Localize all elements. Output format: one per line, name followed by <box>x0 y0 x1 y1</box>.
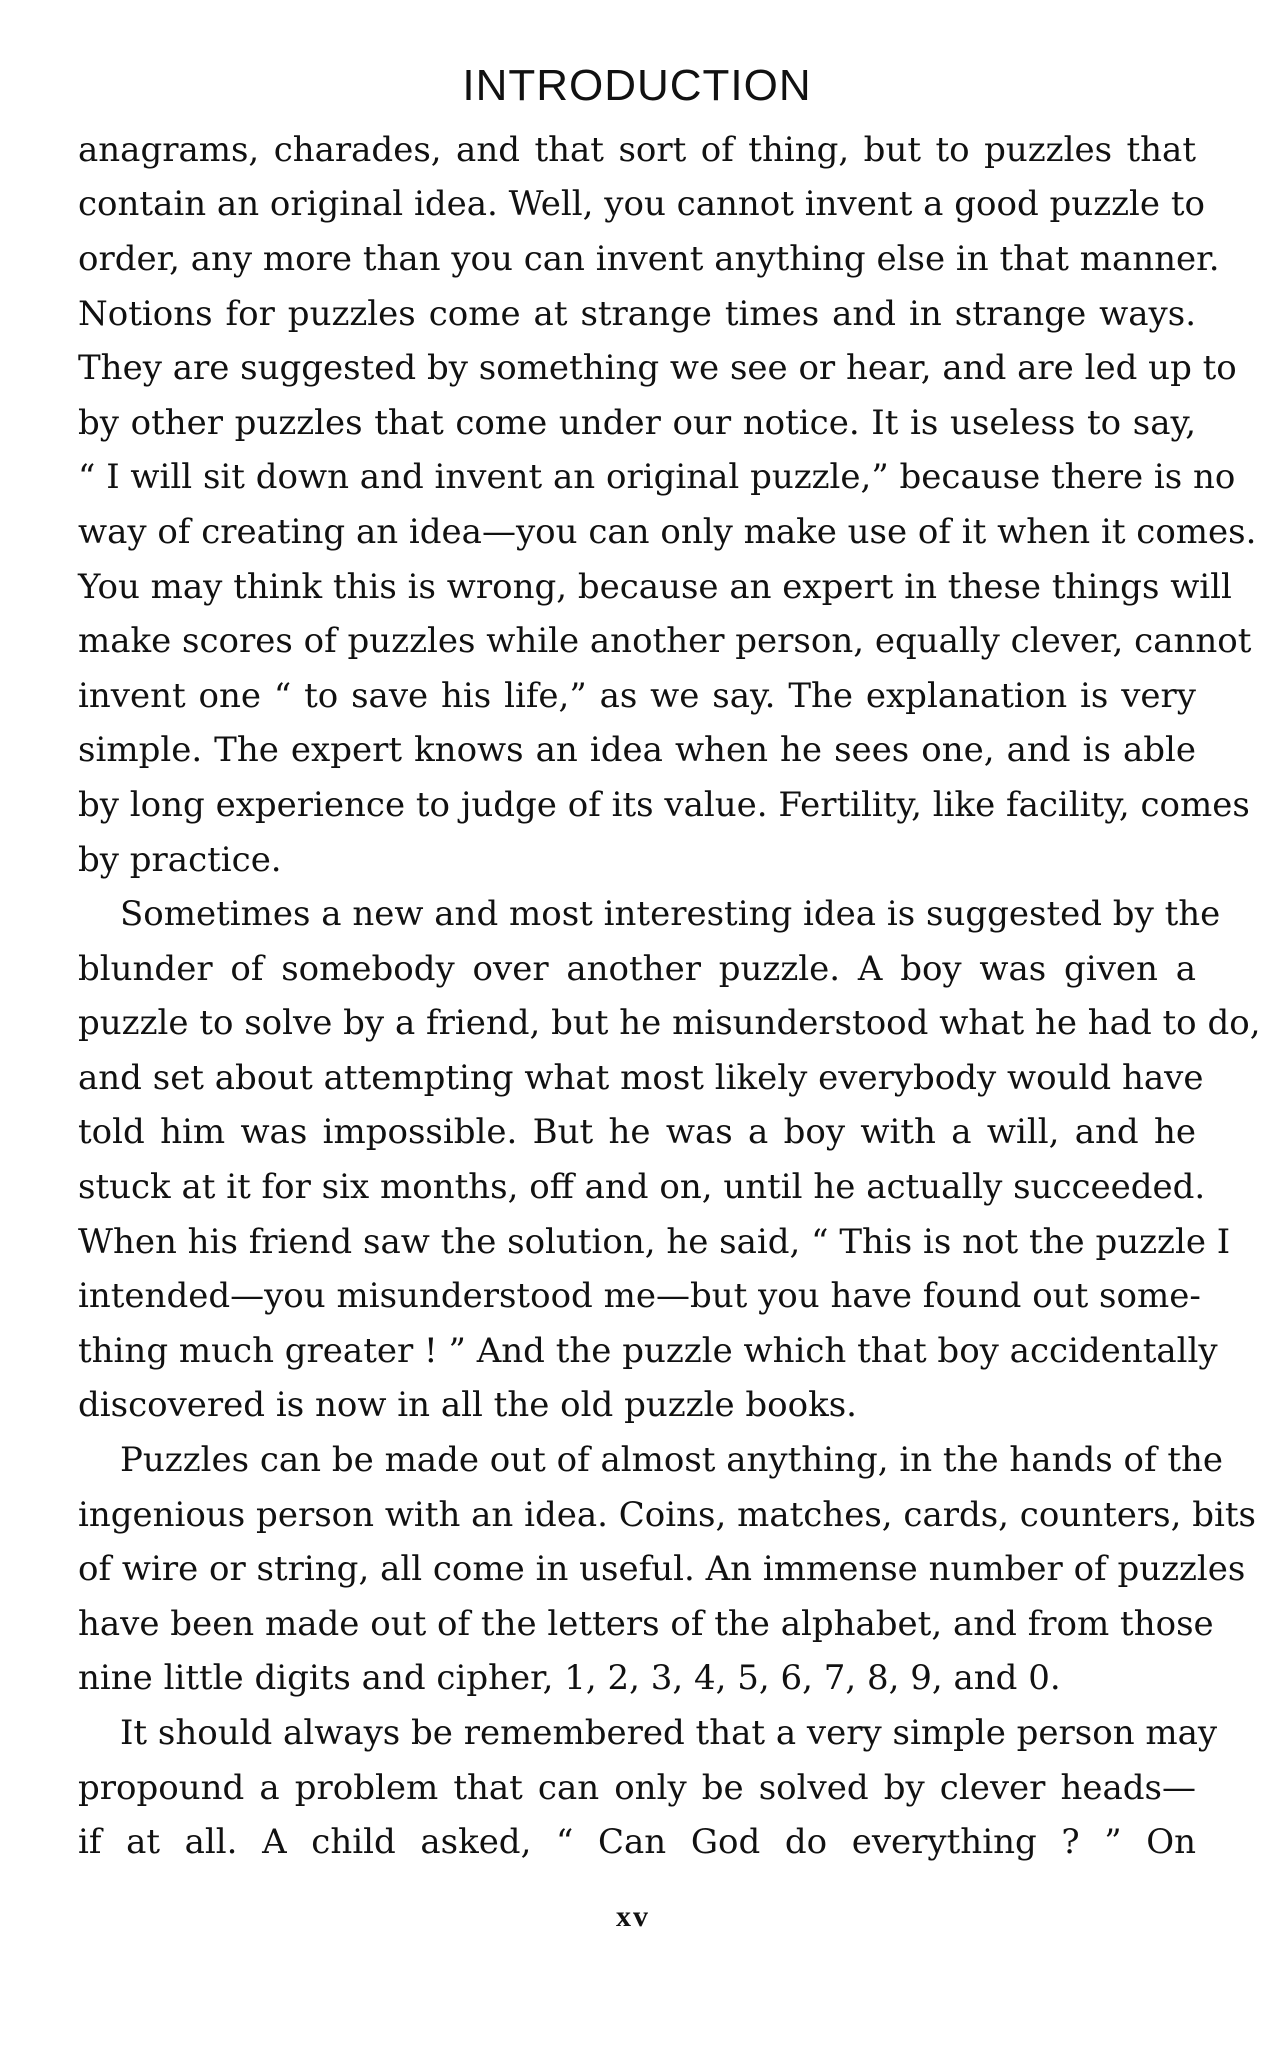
text-line: if at all. A child asked, “ Can God do everything ? ” On <box>78 1822 1196 1863</box>
text-line: blunder of somebody over another puzzle. A boy was given a <box>78 948 1196 989</box>
text-line: nine little digits and cipher, 1, 2, 3, 4, 5, 6, 7, 8, 9, and 0. <box>78 1658 1061 1699</box>
page-number: xv <box>616 1900 650 1933</box>
text-line: intended—you misunderstood me—but you have found out some- <box>78 1276 1201 1317</box>
text-line: by other puzzles that come under our notice. It is useless to say, <box>78 402 1196 443</box>
text-line: They are suggested by something we see or hear, and are led up to <box>78 348 1237 389</box>
text-line: way of creating an idea—you can only make use of it when it comes. <box>78 511 1257 552</box>
text-line: Sometimes a new and most interesting idea is suggested by the <box>120 894 1221 935</box>
text-line: have been made out of the letters of the alphabet, and from those <box>78 1603 1214 1644</box>
text-line: invent one “ to save his life,” as we say. The explanation is very <box>78 675 1196 716</box>
text-line: and set about attempting what most likely everybody would have <box>78 1057 1204 1098</box>
text-line: puzzle to solve by a friend, but he misunderstood what he had to do, <box>78 1003 1261 1044</box>
text-line: make scores of puzzles while another person, equally clever, cannot <box>78 621 1252 662</box>
text-line: contain an original idea. Well, you cannot invent a good puzzle to <box>78 184 1205 225</box>
text-line: by long experience to judge of its value. Fertility, like facility, comes <box>78 784 1250 825</box>
paragraph <box>78 1706 1218 1870</box>
text-line: ingenious person with an idea. Coins, matches, cards, counters, bits <box>78 1494 1256 1535</box>
text-line: When his friend saw the solution, he said, “ This is not the puzzle I <box>78 1221 1231 1262</box>
text-line: stuck at it for six months, off and on, until he actually succeeded. <box>78 1167 1206 1208</box>
text-line: Notions for puzzles come at strange times and in strange ways. <box>78 293 1196 334</box>
running-head: INTRODUCTION <box>462 61 812 110</box>
text-line: simple. The expert knows an idea when he sees one, and is able <box>78 730 1196 771</box>
text-line: thing much greater ! ” And the puzzle which that boy accidentally <box>78 1330 1218 1371</box>
text-line: anagrams, charades, and that sort of thing, but to puzzles that <box>78 129 1196 170</box>
text-line: propound a problem that can only be solved by clever heads— <box>78 1767 1196 1808</box>
paragraph <box>78 1433 1256 1706</box>
text-line: It should always be remembered that a very simple person may <box>120 1713 1218 1754</box>
text-line: by practice. <box>78 839 282 880</box>
text-line: Puzzles can be made out of almost anything, in the hands of the <box>120 1440 1224 1481</box>
paragraph <box>78 123 1257 887</box>
paragraph <box>78 887 1261 1433</box>
text-line: discovered is now in all the old puzzle books. <box>78 1385 857 1426</box>
text-line: of wire or string, all come in useful. An immense number of puzzles <box>78 1549 1246 1590</box>
text-line: You may think this is wrong, because an expert in these things will <box>78 566 1232 607</box>
text-line: told him was impossible. But he was a boy with a will, and he <box>78 1112 1196 1153</box>
body-text <box>78 123 1261 1870</box>
text-line: order, any more than you can invent anything else in that manner. <box>78 238 1220 279</box>
text-line: “ I will sit down and invent an original puzzle,” because there is no <box>78 457 1236 498</box>
book-page <box>78 60 1261 1870</box>
